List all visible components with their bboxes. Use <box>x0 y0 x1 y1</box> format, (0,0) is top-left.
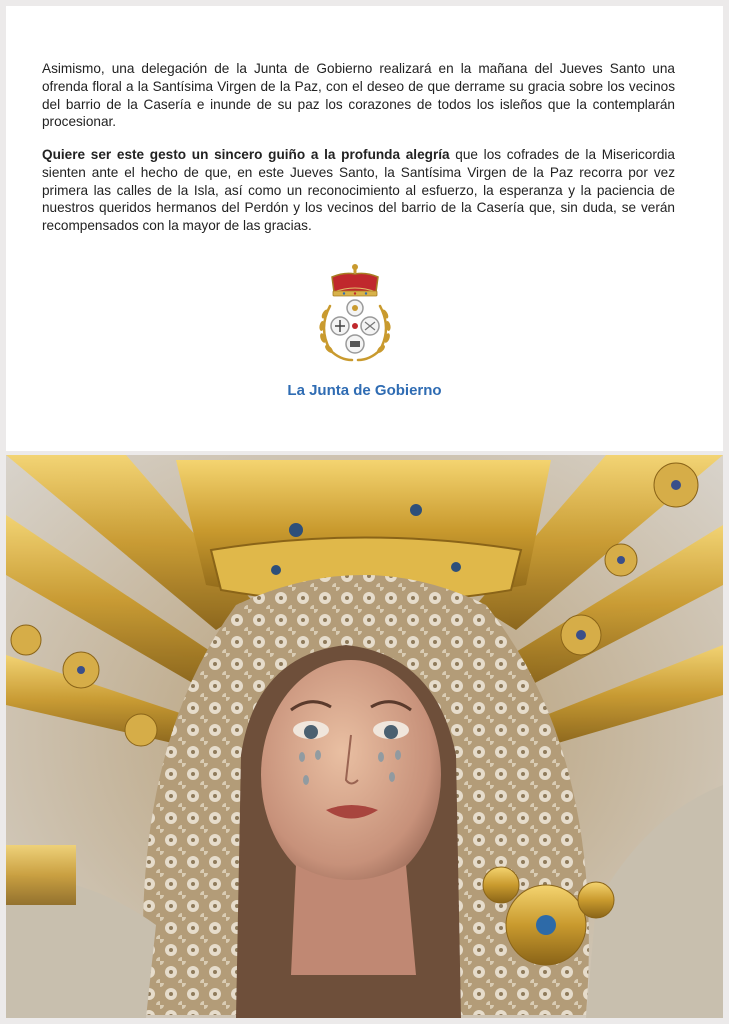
paragraph-gesto-lead: Quiere ser este gesto un sincero guiño a la profunda alegría <box>42 147 450 162</box>
brotherhood-emblem-icon <box>312 262 398 370</box>
crown-icon <box>332 264 378 296</box>
paragraph-gesto <box>42 146 675 235</box>
paragraph-gesto-body: que los cofrades de la Misericordia sienten ante el hecho de que, en este Jueves Santo, la Santísima Virgen de la Paz recorra por vez primera las calles de la Isla, así como un reconocimiento al esfuerzo, la esperanza y la paciencia de nuestros queridos hermanos del Perdón y los vecinos del barrio de la Casería que, sin duda, se verán recompensados con la mayor de las gracias. <box>42 147 675 234</box>
virgen-de-la-paz-photo <box>6 455 723 1018</box>
signature: La Junta de Gobierno <box>287 382 442 399</box>
paragraph-ofrenda: Asimismo, una delegación de la Junta de Gobierno realizará en la mañana del Jueves Santo una ofrenda floral a la Santísima Virgen de la Paz, con el deseo de que derrame su gracia sobre los vecinos del barrio de la Casería e inunde de su paz los corazones de todos los isleños que la contemplarán procesionar. <box>42 61 675 130</box>
